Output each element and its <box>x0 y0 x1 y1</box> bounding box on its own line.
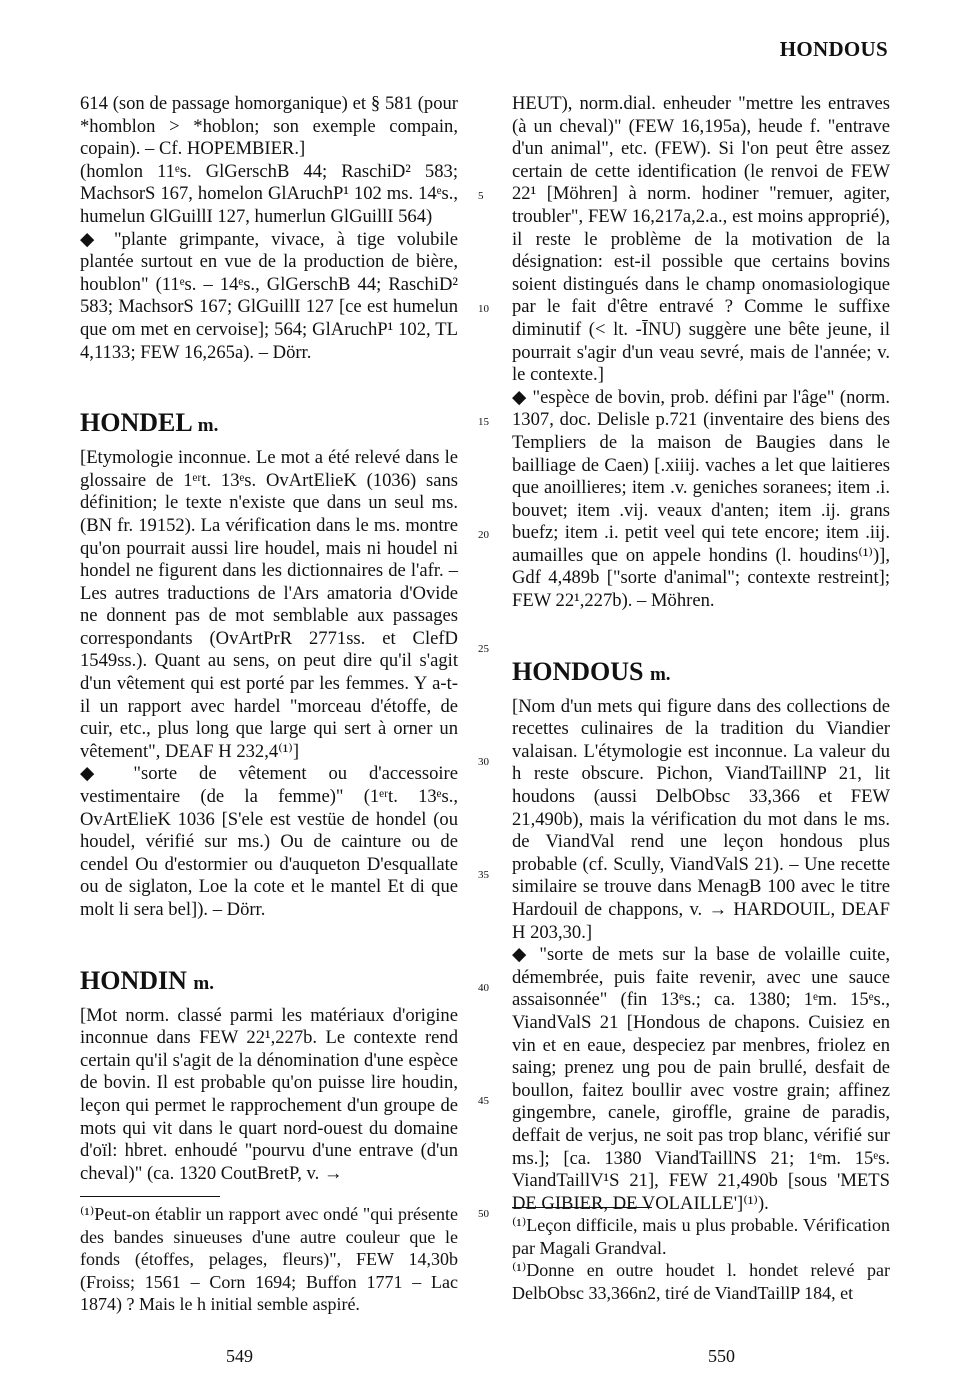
line-number: 15 <box>478 416 489 428</box>
paragraph: (homlon 11ᵉs. GlGerschB 44; RaschiD² 583; MachsorS 167, homelon GlAruchP¹ 102 ms. 14ᵉs., humelun GlGuillI 127, humerlun GlGuillI 564) <box>80 160 458 227</box>
headword-text: HONDIN <box>80 965 187 995</box>
etymology: [Mot norm. classé parmi les matériaux d'origine inconnue dans FEW 22¹,227b. Le contexte rend certain qu'il s'agit de la dénomination d'une espèce de bovin. Il est probable qu'on puisse lire houdin, leçon qui permet le rapprochement d'un groupe de mots qui vit dans le quart nord-ouest du domaine d'oïl: hbret. enhoudé "pourvu d'une entrave (d'un cheval)" (ca. 1320 CoutBretP, v. → <box>80 1004 458 1184</box>
footnote-right <box>512 1207 890 1304</box>
page-number-right: 550 <box>708 1346 735 1366</box>
headword-hondous <box>512 657 890 690</box>
headword-hondel <box>80 408 458 441</box>
paragraph: HEUT), norm.dial. enheuder "mettre les entraves (à un cheval)" (FEW 16,195a), heude f. "entrave d'un animal", etc. (FEW). Si l'on peut être assez certain de cette identification (le renvoi de FEW 22¹ [Möhren] à norm. hodiner "remuer, agiter, troubler", FEW 16,217a,2.a., est moins approprié), il reste le problème de la motivation de la désignation: est-il possible que certains bovins soient distingués dans le champ onomasiologique par le fait d'être entravé ? Comme le suffixe diminutif (< lt. -ĪNU) suggère une bête jeune, il pourrait s'agir d'un veau sevré, mais de l'année; v. le contexte.] <box>512 93 890 386</box>
footnote-text: ⁽¹⁾Leçon difficile, mais u plus probable. Vérification par Magali Grandval. <box>512 1215 890 1258</box>
line-number: 40 <box>478 982 489 994</box>
footnote-rule <box>80 1196 220 1197</box>
line-number: 20 <box>478 529 489 541</box>
left-column <box>80 93 458 1185</box>
definition: ◆ "sorte de mets sur la base de volaille cuite, démembrée, puis faite revenir, avec une sauce assaisonnée" (fin 13ᵉs.; ca. 1380; 1ᵉm. 15ᵉs., ViandValS 21 [Hondous de chapons. Cuisiez en vin et en eaue, despeciez par menbres, friolez en saing; prenez ung pou de pain brullé, desfait de boullon, faitez boullir avec vostre grain; affinez gingembre, canele, giroffle, graine de paradis, deffait de verjus, ne soit pas trop blanc, vérifié sur ms.]; [ca. 1380 ViandTaillNS 21; 1ᵉm. 15ᵉs. ViandTaillV¹S 21], FEW 21,490b [sous 'METS DE GIBIER, DE VOLAILLE']⁽¹⁾). <box>512 944 890 1214</box>
running-head: HONDOUS <box>779 37 888 61</box>
right-column <box>512 93 890 1215</box>
definition: ◆ "espèce de bovin, prob. défini par l'âge" (norm. 1307, doc. Delisle p.721 (inventaire des biens des Templiers de la maison de Baugies dans le bailliage de Caen) [.xiiij. vaches a let que laitieres que anoillieres; item .v. geniches soranees; item .i. bouvet; item .vij. veaux d'anten; item .ij. grans buefz; item .i. petit veel qui tete encore; item .iij. aumailles que on appele hondins (l. houdins⁽¹⁾)], Gdf 4,489b ["sorte d'animal"; contexte restreint]; FEW 22¹,227b). – Möhren. <box>512 386 890 612</box>
etymology: [Etymologie inconnue. Le mot a été relevé dans le glossaire de 1ᵉʳt. 13ᵉs. OvArtElieK (1036) sans définition; le texte n'existe que dans un seul ms. (BN fr. 19152). La vérification dans le ms. montre qu'on pourrait aussi lire houdel, mais ni houdel ni hondel ne figurent dans les dictionnaires de l'afr. – Les autres traductions de l'Ars amatoria d'Ovide ne donnent pas de mot semblable aux passages correspondants (OvArtPrR 2771ss. et ClefD 1549ss.). Quant au sens, on peut dire qu'il s'agit d'un vêtement qui est porté par les femmes. Y a-t-il un rapport avec hardel "morceau d'étoffe, de cuir, etc., plus long que large qui sert à orner un vêtement", DEAF H 232,4⁽¹⁾] <box>80 447 458 762</box>
line-number: 45 <box>478 1095 489 1107</box>
line-number: 35 <box>478 869 489 881</box>
line-number: 50 <box>478 1208 489 1220</box>
footnote-text: ⁽¹⁾Peut-on établir un rapport avec ondé "qui présente des bandes sinueuses d'une autre couleur que le fonds (étoffes, pelages, fleurs)", FEW 14,30b (Froiss; 1561 – Corn 1694; Buffon 1771 – Lac 1874) ? Mais le h initial semble aspiré. <box>80 1204 458 1315</box>
part-of-speech: m. <box>197 415 219 437</box>
page-number-left: 549 <box>226 1346 253 1366</box>
line-number: 5 <box>478 190 484 202</box>
line-number: 30 <box>478 756 489 768</box>
definition: ◆ "plante grimpante, vivace, à tige volubile plantée surtout en vue de la production de bière, houblon" (11ᵉs. – 14ᵉs., GlGerschB 44; RaschiD² 583; MachsorS 167; GlGuillI 127 [ce est humelun que om met en cervoise]; 564; GlAruchP¹ 102, TL 4,1133; FEW 16,265a). – Dörr. <box>80 228 458 363</box>
footnote-text: ⁽¹⁾Donne en outre houdet l. hondet relevé par DelbObsc 33,366n2, tiré de ViandTaillP 184, et <box>512 1260 890 1303</box>
footnote-left <box>80 1196 458 1316</box>
part-of-speech: m. <box>649 663 671 685</box>
line-number: 10 <box>478 303 489 315</box>
part-of-speech: m. <box>193 972 214 994</box>
line-number: 25 <box>478 643 489 655</box>
etymology: [Nom d'un mets qui figure dans des collections de recettes culinaires de la tradition du Viandier valaisan. L'étymologie est inconnue. La valeur du h reste obscure. Pichon, ViandTaillNP 21, lit houdons (aussi DelbObsc 33,366 et FEW 21,490b), mais la vérification du mot dans le ms. de ViandVal rend une leçon hondous plus probable (cf. Scully, ViandValS 21). – Une recette similaire se trouve dans MenagB 100 avec le titre Hardouil de chappons, v. → HARDOUIL, DEAF H 203,30.] <box>512 695 890 943</box>
headword-text: HONDOUS <box>512 656 644 686</box>
definition: ◆ "sorte de vêtement ou d'accessoire vestimentaire (de la femme)" (1ᵉʳt. 13ᵉs., OvArtElieK 1036 [S'ele est vestüe de hondel (ou houdel, vérifié sur ms.) Ou de cainture ou de cendel Ou d'estormier ou d'auqueton D'esquallate ou de siglaton, Loe la cote et le mantel Et di que molt li sera bel]). – Dörr. <box>80 763 458 920</box>
headword-text: HONDEL <box>80 408 192 438</box>
headword-hondin <box>80 966 458 999</box>
paragraph: 614 (son de passage homorganique) et § 581 (pour *homblon > *hoblon; son exemple compain, copain). – Cf. HOPEMBIER.] <box>80 93 458 160</box>
footnote-rule <box>512 1207 652 1208</box>
